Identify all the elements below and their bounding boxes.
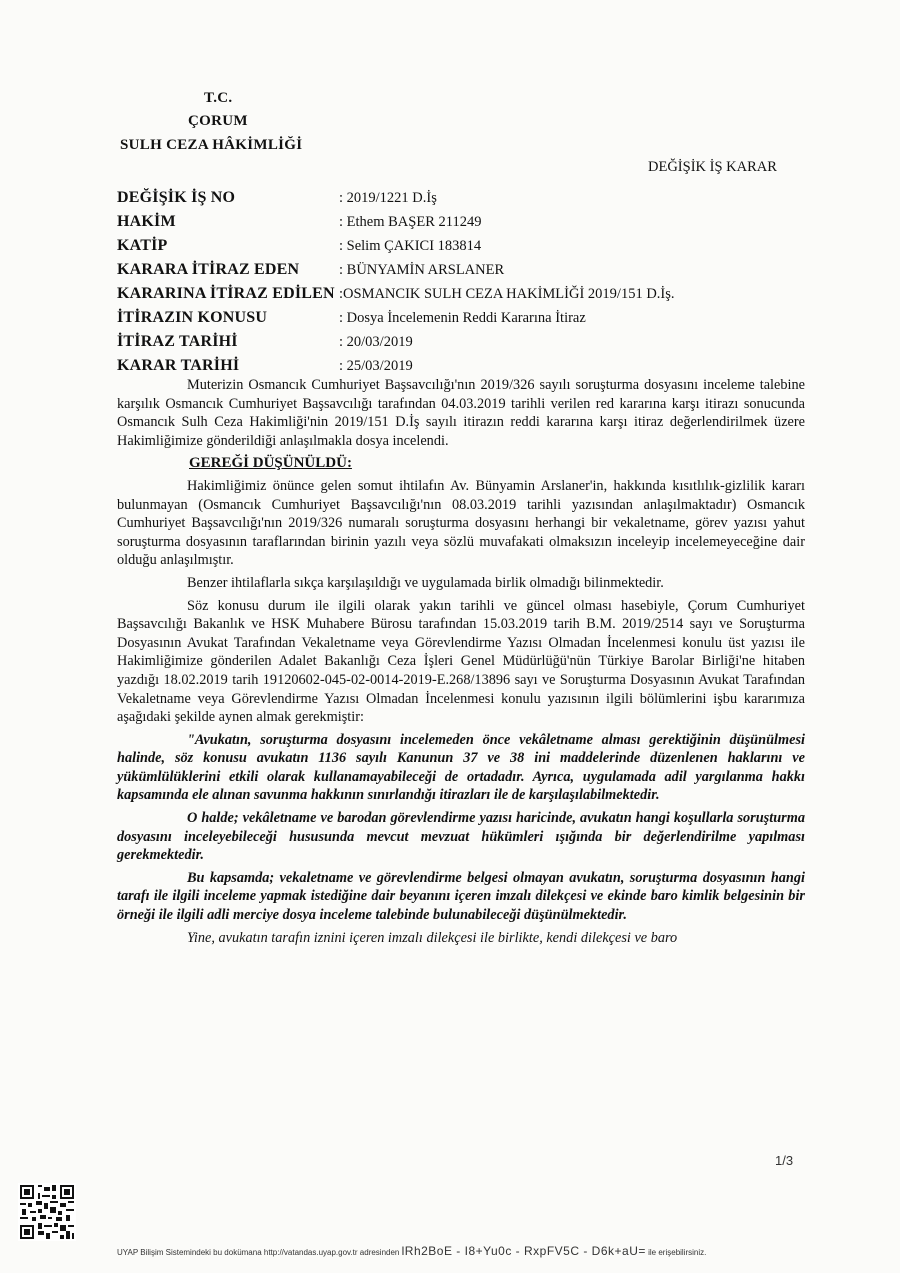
case-info-label: DEĞİŞİK İŞ NO	[117, 189, 236, 206]
case-info-label: İTİRAZ TARİHİ	[117, 333, 238, 350]
document-type: DEĞİŞİK İŞ KARAR	[648, 159, 777, 175]
case-info-value: :OSMANCIK SULH CEZA HAKİMLİĞİ 2019/151 D.İş.	[339, 286, 675, 302]
quoted-paragraph: O halde; vekâletname ve barodan görevlendirme yazısı haricinde, avukatın hangi koşullarla soruşturma dosyasını inceleyebileceği hususunda mevcut mevzuat hükümleri ışığında bir değerlendirilme yapılması gerekmektedir.	[117, 810, 805, 864]
case-info-label: KARARINA İTİRAZ EDİLEN	[117, 285, 335, 302]
case-info-label: İTİRAZIN KONUSU	[117, 309, 268, 326]
paragraph: Muterizin Osmancık Cumhuriyet Başsavcılığı'nın 2019/326 sayılı soruşturma dosyasını inceleme talebine karşılık Osmancık Cumhuriyet Başsavcılığı tarafından 04.03.2019 tarihli verilen red kararına karşı itirazı sonucunda Osmancık Sulh Ceza Hakimliği'nin 2019/151 D.İş sayılı itirazın reddi kararına karşı itiraz değerlendirilmek üzere Hakimliğimize gönderildiği anlaşılmakla dosya incelendi.	[117, 377, 805, 449]
case-info-row	[117, 183, 675, 207]
footer-code: lRh2BoE - I8+Yu0c - RxpFV5C - D6k+aU=	[401, 1244, 646, 1258]
case-info-row	[117, 279, 675, 303]
quoted-paragraph: Bu kapsamda; vekaletname ve görevlendirme belgesi olmayan avukatın, soruşturma dosyasının hangi tarafı ile ilgili inceleme yapmak istediğine dair beyanını içeren imzalı dilekçesi ve ekinde baro kimlik belgesinin bir örneği ile ilgili adli merciye dosya inceleme talebinde bulunabileceği düşünülmektedir.	[117, 869, 805, 924]
header-city: ÇORUM	[188, 113, 248, 129]
header-tc: T.C.	[204, 90, 233, 106]
case-info-table	[117, 183, 675, 375]
case-info-value: : 20/03/2019	[339, 334, 413, 350]
case-info-row	[117, 327, 675, 351]
section-heading: GEREĞİ DÜŞÜNÜLDÜ:	[189, 455, 352, 472]
case-info-value: : 25/03/2019	[339, 358, 413, 374]
case-info-row	[117, 303, 675, 327]
paragraph: Yine, avukatın tarafın iznini içeren imzalı dilekçesi ile birlikte, kendi dilekçesi ve baro	[187, 929, 678, 946]
paragraph: Söz konusu durum ile ilgili olarak yakın tarihli ve güncel olması hasebiyle, Çorum Cumhuriyet Başsavcılığı Bakanlık ve HSK Muhabere Bürosu tarafından 15.03.2019 tarih B.M. 2019/2514 sayı ve Soruşturma Dosyasının Avukat Tarafından Vekaletname veya Görevlendirme Yazısı Olmadan İncelenmesi konulu üst yazısı ile Hakimliğimize gönderilen Adalet Bakanlığı Ceza İşleri Genel Müdürlüğü'nün Türkiye Barolar Birliği'ne hitaben yazdığı 18.02.2019 tarih 19120602-045-02-0014-2019-E.268/13896 sayı ve Soruşturma Dosyasının Avukat Tarafından Vekaletname veya Görevlendirme Yazısı Olmadan İncelenmesi konulu yazısının ilgili bölümlerini işbu kararımıza aşağıdaki şekilde aynen almak gerekmiştir:	[117, 597, 805, 726]
case-info-row	[117, 231, 675, 255]
case-info-label: KARAR TARİHİ	[117, 357, 240, 374]
case-info-value: : Ethem BAŞER 211249	[339, 214, 482, 230]
case-info-value: : 2019/1221 D.İş	[339, 190, 437, 206]
decision-body	[117, 376, 805, 951]
quoted-paragraph: "Avukatın, soruşturma dosyasını incelemeden önce vekâletname alması gerektiğinin düşünülmesi halinde, söz konusu avukatın 1136 sayılı Kanunun 37 ve 38 ini maddelerinde düzenlenen haklarını ve yükümlülüklerini etkili olarak kullanamayabileceği de ortadadır. Ayrıca, uygulamada adil yargılanma hakkı kapsamında ele alınan savunma hakkının sınırlandığı itirazları ile de karşılaşılabilmektedir.	[117, 731, 805, 804]
footer-suffix: ile erişebilirsiniz.	[648, 1248, 707, 1257]
case-info-value: : Selim ÇAKICI 183814	[339, 238, 482, 254]
qr-code-icon	[18, 1183, 76, 1241]
case-info-value: : BÜNYAMİN ARSLANER	[339, 262, 505, 278]
case-info-row	[117, 255, 675, 279]
paragraph: Hakimliğimiz önünce gelen somut ihtilafın Av. Bünyamin Arslaner'in, hakkında kısıtlılık-gizlilik kararı bulunmayan (Osmancık Cumhuriyet Başsavcılığı'nın 08.03.2019 tarihli yazısından anlaşılmaktadır) Osmancık Cumhuriyet Başsavcılığı'nın 2019/326 numaralı soruşturma dosyasını herhangi bir vekaletname, görev yazısı yahut soruşturma dosyasının taraflarından birinin yazılı veya sözlü muvafakati olmaksızın inceleyip incelemeyeceğine dair olduğu anlaşılmıştır.	[117, 477, 805, 569]
header-court: SULH CEZA HÂKİMLİĞİ	[120, 137, 303, 153]
case-info-value: : Dosya İncelemenin Reddi Kararına İtiraz	[339, 310, 586, 326]
footer-prefix: UYAP Bilişim Sistemindeki bu dokümana http://vatandas.uyap.gov.tr adresinden	[117, 1248, 400, 1257]
case-info-label: KARARA İTİRAZ EDEN	[117, 261, 300, 278]
case-info-row	[117, 207, 675, 231]
paragraph: Benzer ihtilaflarla sıkça karşılaşıldığı ve uygulamada birlik olmadığı bilinmektedir.	[187, 574, 664, 591]
case-info-label: HAKİM	[117, 213, 176, 230]
page-number: 1/3	[775, 1153, 794, 1168]
footer-verification	[117, 1244, 706, 1258]
case-info-label: KATİP	[117, 237, 168, 254]
case-info-row	[117, 351, 675, 375]
